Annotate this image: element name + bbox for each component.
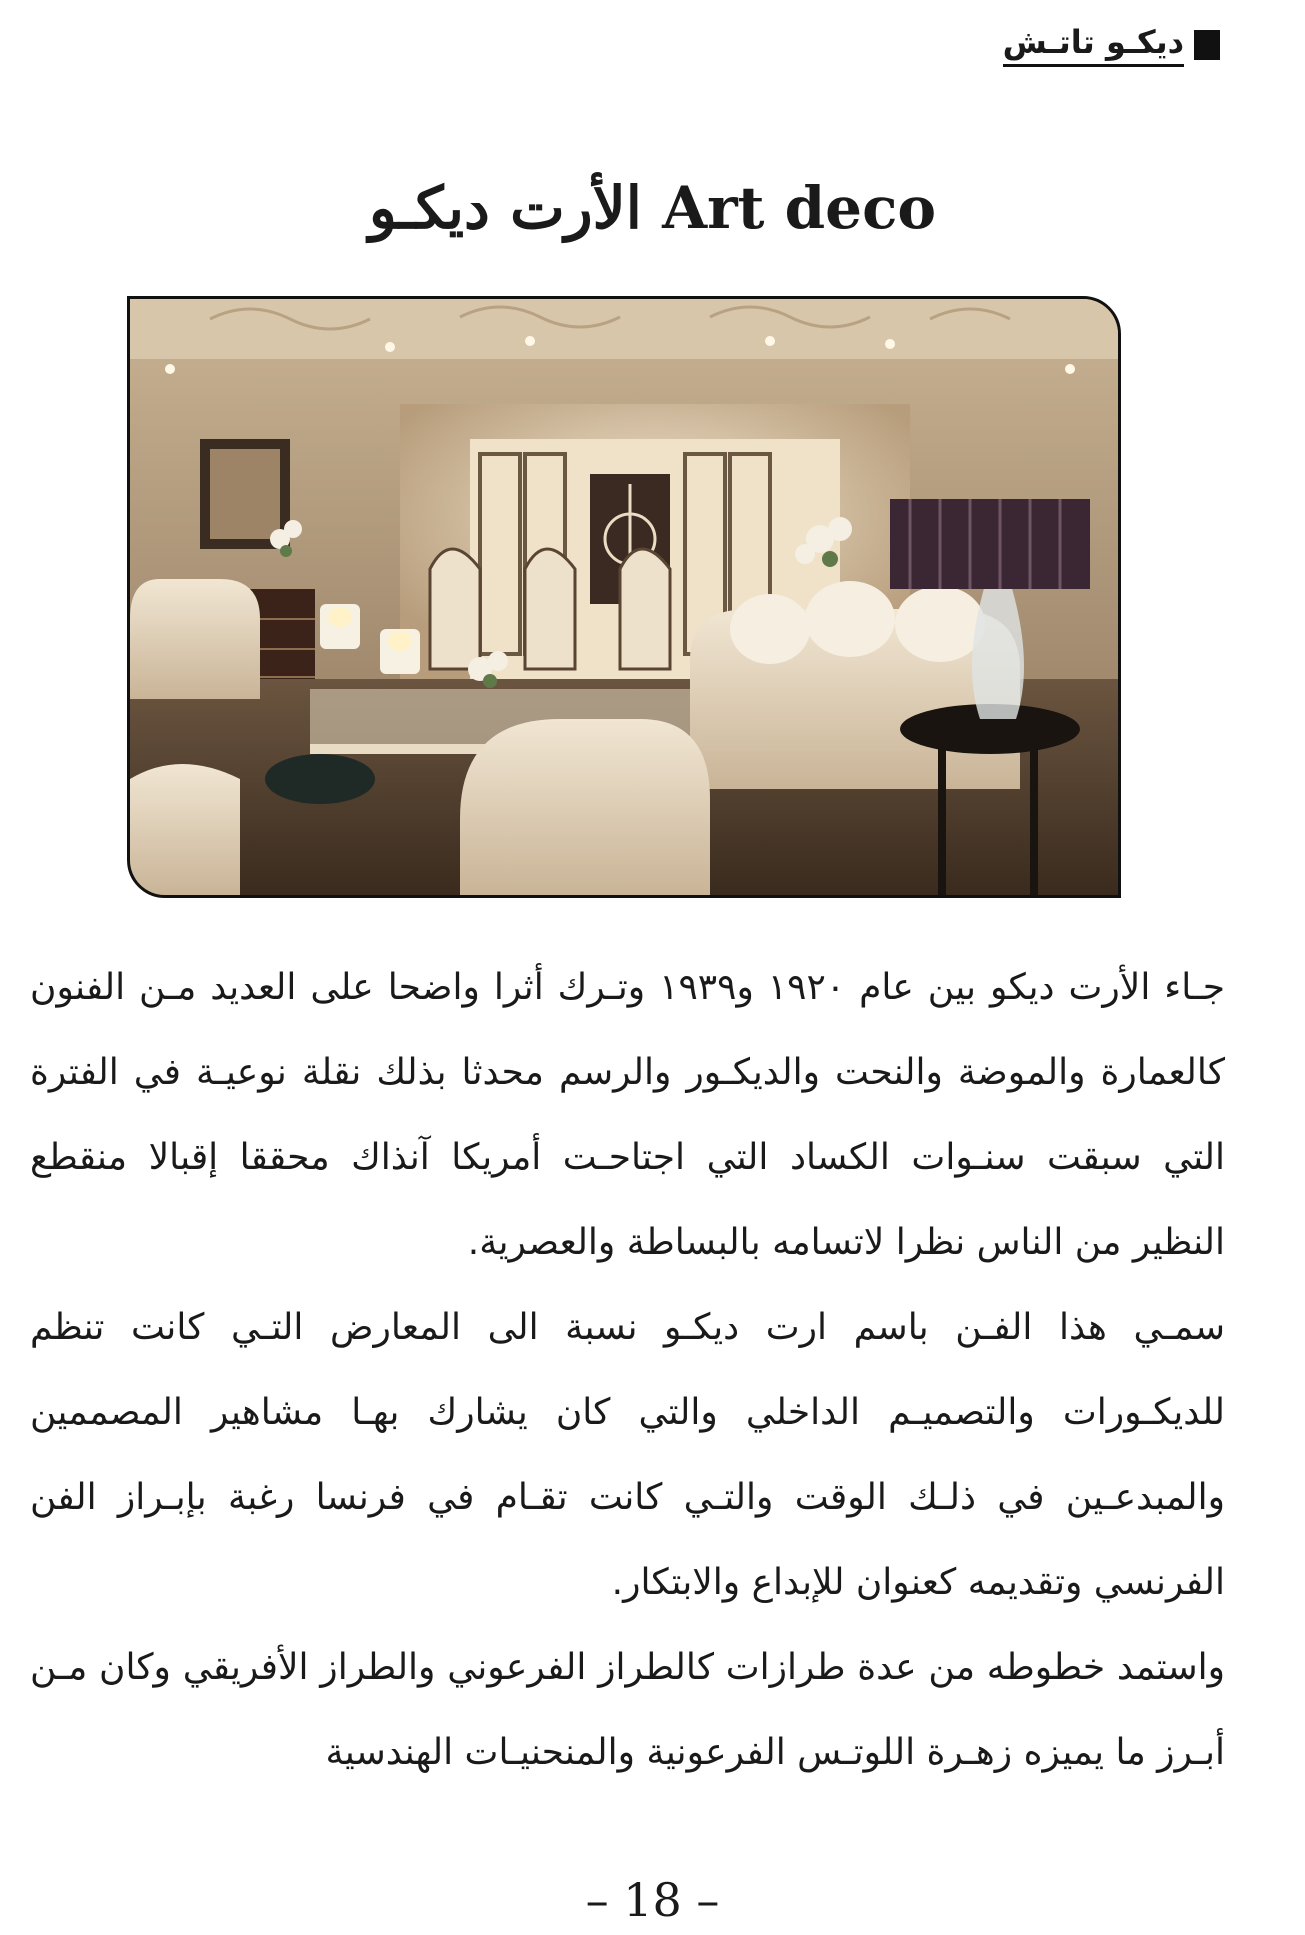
photo-illustration [130,299,1118,895]
page-title: الأرت ديكـو Art deco [368,174,937,242]
page-number: – 18 – [585,1873,720,1927]
running-title: ديكـو تاتـش [1003,22,1184,67]
paragraph-2: سمـي هذا الفـن باسم ارت ديكـو نسبة الى المعارض التـي كانت تنظم للديكـورات والتصميـم الداخلي والتي كان يشارك بهـا مشاهير المصممين والمبدعـين في ذلـك الوقت والتـي كانت تقـام في فرنسا رغبة بإبـراز الفن الفرنسي وتقديمه كعنوان للإبداع والابتكار. [30,1307,1225,1603]
body-text [30,945,1225,1795]
paragraph-1: جـاء الأرت ديكو بين عام ١٩٢٠ و١٩٣٩ وتـرك أثرا واضحا على العديد مـن الفنون كالعمارة والموضة والنحت والديكـور والرسم محدثا بذلك نقلة نوعيـة في الفترة التي سبقت سنـوات الكساد التي اجتاحـت أمريكا آنذاك محققا إقبالا منقطع النظير من الناس نظرا لاتسامه بالبساطة والعصرية. [30,967,1225,1263]
paragraph-3: واستمد خطوطه من عدة طرازات كالطراز الفرعوني والطراز الأفريقي وكان مـن أبـرز ما يميزه زهـرة اللوتـس الفرعونية والمنحنيـات الهندسية [30,1647,1225,1773]
black-square-icon [1194,30,1220,60]
running-header [1003,22,1220,67]
living-room-photo [127,296,1121,898]
